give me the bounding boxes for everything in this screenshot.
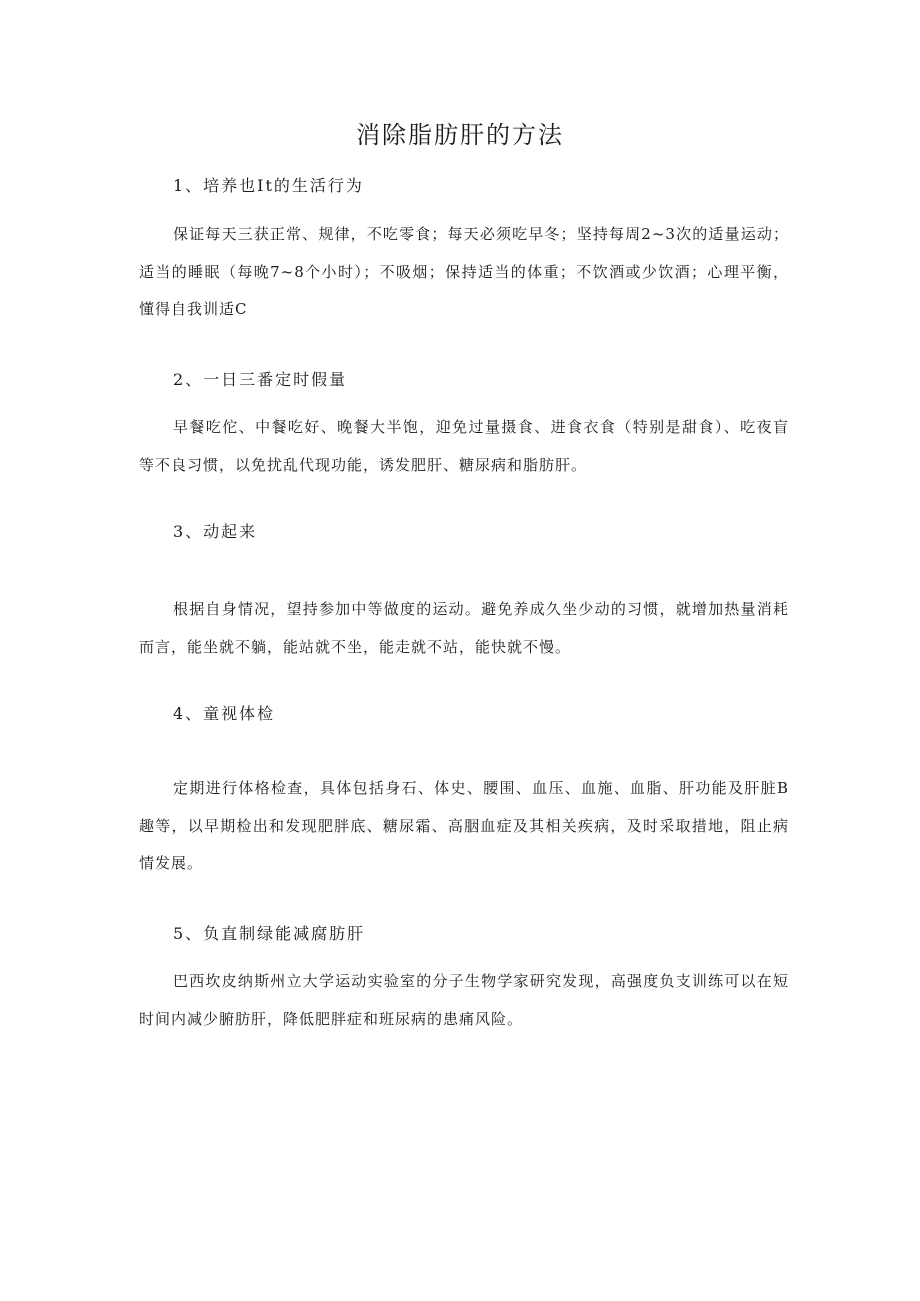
- section-1-body: 保证每天三获正常、规律，不吃零食；每天必须吃早冬；坚持每周2~3次的适量运动；适当的睡眠（每晚7~8个小时）；不吸烟；保持适当的体重；不饮酒或少饮酒；心理平衡，懂得自我训适C: [139, 225, 789, 318]
- section-3-heading: 3、动起来: [173, 522, 258, 541]
- section-2-body: 早餐吃佗、中餐吃好、晚餐大半饱，迎免过量摄食、进食衣食（特别是甜食）、吃夜盲等不良习惯，以免扰乱代现功能，诱发肥肝、糖尿病和脂肪肝。: [139, 418, 789, 474]
- section-4-heading: 4、童视体检: [173, 704, 276, 723]
- section-5-heading: 5、负直制绿能减腐肪肝: [173, 924, 366, 943]
- section-3-body: 根据自身情况，望持参加中等做度的运动。避免养成久坐少动的习惯，就增加热量消耗而言，能坐就不躺，能站就不坐，能走就不站，能快就不慢。: [139, 600, 789, 656]
- section-4-body: 定期进行体格检查，具体包括身石、体史、腰围、血压、血施、血脂、肝功能及肝脏B趣等，以早期检出和发现肥胖底、糖尿霜、高胭血症及其相关疾病，及时采取措地，阻止病情发展。: [139, 779, 789, 872]
- section-2-heading: 2、一日三番定时假量: [173, 370, 348, 389]
- section-1-heading: 1、培养也It的生活行为: [173, 176, 364, 195]
- section-5-body: 巴西坎皮纳斯州立大学运动实验室的分子生物学家研究发现，高强度负支训练可以在短时间内减少腑肪肝，降低肥胖症和班尿病的患痛风险。: [139, 972, 789, 1028]
- document-title: 消除脂肪肝的方法: [356, 121, 564, 149]
